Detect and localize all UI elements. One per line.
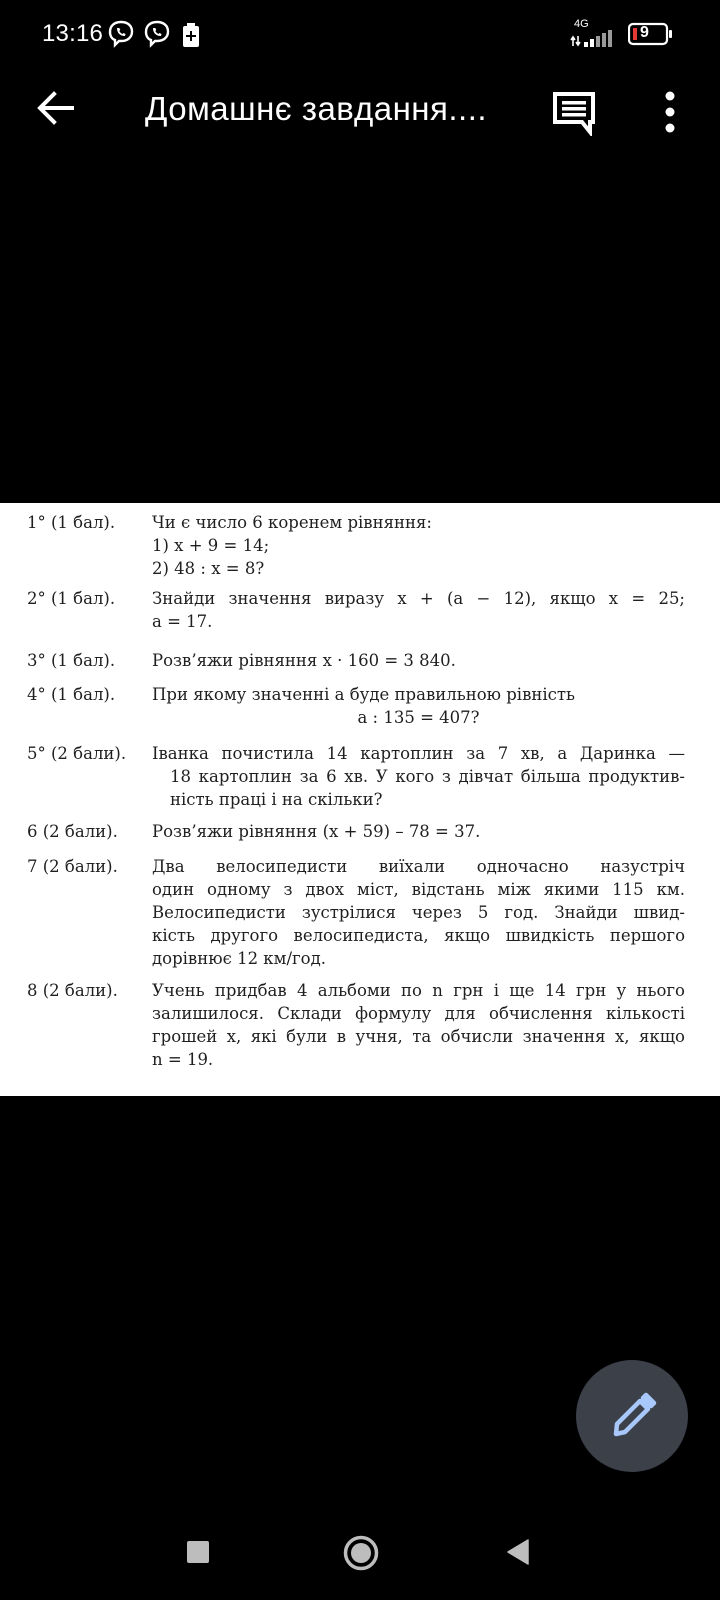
navigation-bar <box>0 1510 720 1600</box>
task-number: 2° (1 бал). <box>27 589 116 608</box>
task-line: 18 картоплин за 6 хв. У кого з дівчат більша продуктив- <box>170 767 685 786</box>
task-line: n = 19. <box>152 1050 214 1069</box>
task-text <box>152 683 685 729</box>
viber-icon <box>108 20 134 48</box>
task-line: Знайди значення виразу x + (a − 12), якщо x = 25; <box>152 589 685 608</box>
task-text <box>152 855 685 970</box>
task-number: 3° (1 бал). <box>27 651 116 670</box>
task-line: кість другого велосипедиста, якщо швидкість першого <box>152 926 685 945</box>
back-button[interactable] <box>32 84 80 132</box>
task-line: a = 17. <box>152 612 213 631</box>
task-text <box>152 511 685 580</box>
task-line: 2) 48 : x = 8? <box>152 559 265 578</box>
document-title: Домашнє завдання.... <box>145 90 488 127</box>
task-number: 1° (1 бал). <box>27 513 116 532</box>
document-page <box>0 503 720 1096</box>
task-text <box>152 820 685 843</box>
task-line: залишилося. Склади формулу для обчислення кількості <box>152 1004 685 1023</box>
edit-fab-button[interactable] <box>576 1360 688 1472</box>
back-triangle-icon[interactable] <box>506 1539 530 1565</box>
more-options-button[interactable] <box>650 88 690 136</box>
arrow-left-icon <box>32 84 80 132</box>
task-line: Велосипедисти зустрілися через 5 год. Знайди швид- <box>152 903 685 922</box>
task-line: дорівнює 12 км/год. <box>152 949 326 968</box>
battery-icon <box>628 22 674 46</box>
app-bar <box>0 72 720 150</box>
viber-icon <box>144 20 170 48</box>
task-number: 5° (2 бали). <box>27 744 127 763</box>
task-line: Чи є число 6 коренем рівняння: <box>152 513 432 532</box>
status-time: 13:16 <box>42 20 104 47</box>
task-text <box>152 649 685 672</box>
task-line: ність праці і на скільки? <box>170 790 383 809</box>
home-circle-icon[interactable] <box>343 1535 379 1571</box>
task-line: a : 135 = 407? <box>357 708 480 727</box>
task-text <box>152 742 685 811</box>
network-type: 4G <box>574 18 589 30</box>
status-bar <box>0 0 720 68</box>
recents-square-icon[interactable] <box>186 1540 210 1564</box>
task-line: Розв’яжи рівняння (x + 59) – 78 = 37. <box>152 822 481 841</box>
task-line: Два велосипедисти виїхали одночасно назустріч <box>152 857 685 876</box>
task-line: Учень придбав 4 альбоми по n грн і ще 14 грн у нього <box>152 981 685 1000</box>
comments-icon <box>550 88 598 136</box>
task-line: грошей x, які були в учня, та обчисли значення x, якщо <box>152 1027 685 1046</box>
comments-button[interactable] <box>550 88 598 136</box>
battery-level: 9 <box>640 24 649 41</box>
task-text <box>152 587 685 633</box>
battery-saver-icon <box>182 22 200 48</box>
task-line: Іванка почистила 14 картоплин за 7 хв, а Даринка — <box>152 744 685 763</box>
task-line: При якому значенні a буде правильною рівність <box>152 685 575 704</box>
task-number: 4° (1 бал). <box>27 685 116 704</box>
task-line: 1) x + 9 = 14; <box>152 536 270 555</box>
task-text <box>152 979 685 1071</box>
task-number: 7 (2 бали). <box>27 857 118 876</box>
task-number: 8 (2 бали). <box>27 981 118 1000</box>
task-number: 6 (2 бали). <box>27 822 118 841</box>
more-vertical-icon <box>650 88 690 136</box>
task-line: Розв’яжи рівняння x · 160 = 3 840. <box>152 651 456 670</box>
task-line: один одному з двох міст, відстань між якими 115 км. <box>152 880 685 899</box>
signal-icon <box>570 30 618 48</box>
edit-pencil-icon <box>576 1360 688 1472</box>
